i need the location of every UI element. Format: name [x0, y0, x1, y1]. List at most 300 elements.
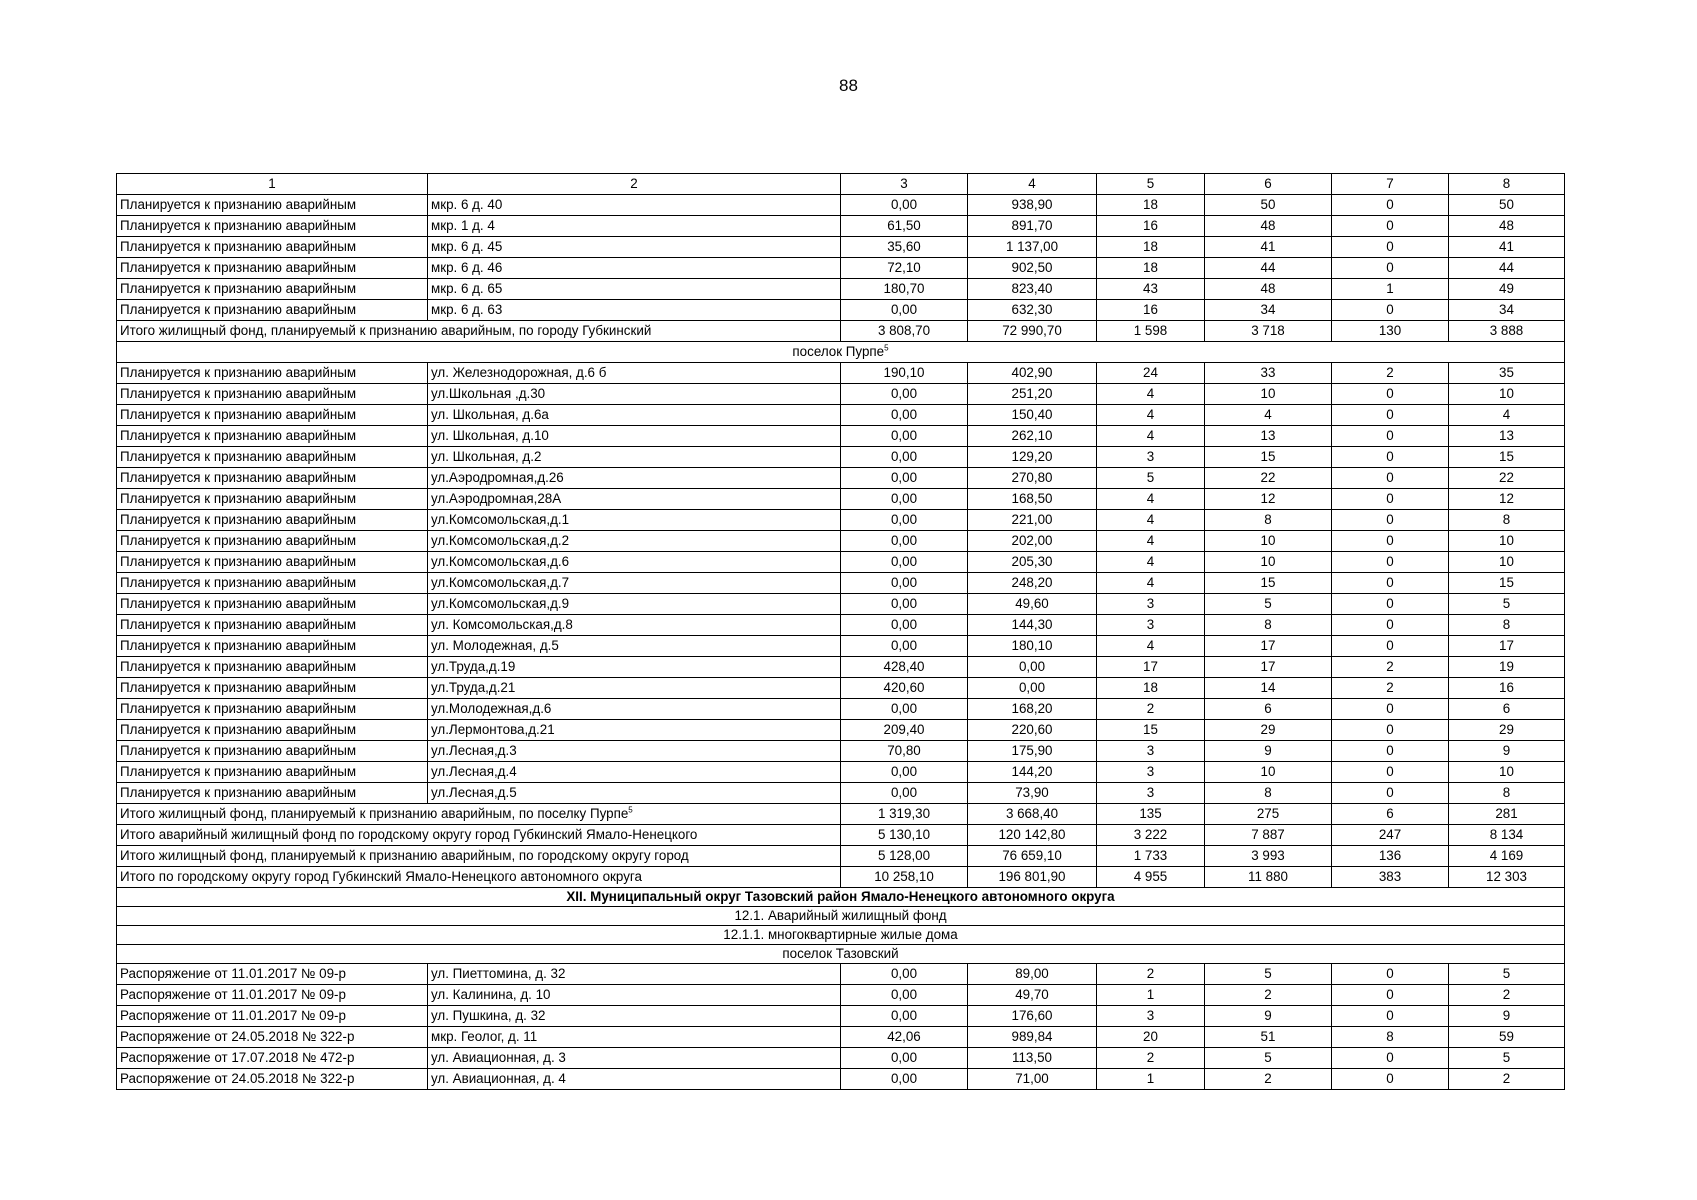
value-cell: 12: [1449, 489, 1565, 510]
value-cell: 0,00: [841, 447, 968, 468]
value-cell: 144,20: [968, 762, 1097, 783]
total-value: 8 134: [1449, 825, 1565, 846]
value-cell: 0,00: [841, 384, 968, 405]
basis-cell: Планируется к признанию аварийным: [117, 594, 428, 615]
value-cell: 8: [1205, 783, 1332, 804]
table-row: [117, 363, 1565, 384]
value-cell: 15: [1205, 573, 1332, 594]
section-title: [117, 907, 1565, 926]
total-value: 76 659,10: [968, 846, 1097, 867]
address-cell: ул. Комсомольская,д.8: [428, 615, 841, 636]
value-cell: 2: [1449, 1069, 1565, 1090]
value-cell: 10: [1205, 552, 1332, 573]
table-row: [117, 985, 1565, 1006]
value-cell: 35: [1449, 363, 1565, 384]
table-row: [117, 699, 1565, 720]
table-row: [117, 615, 1565, 636]
total-row: [117, 804, 1565, 825]
table-row: [117, 258, 1565, 279]
section-title: [117, 945, 1565, 964]
value-cell: 70,80: [841, 741, 968, 762]
section-title: [117, 888, 1565, 907]
footnote-mark: 5: [884, 343, 889, 353]
address-cell: ул.Комсомольская,д.7: [428, 573, 841, 594]
value-cell: 0: [1332, 594, 1449, 615]
section-title-text: XII. Муниципальный округ Тазовский район Ямало-Ненецкого автономного округа: [566, 889, 1115, 904]
table-row: [117, 447, 1565, 468]
value-cell: 4: [1097, 636, 1205, 657]
value-cell: 29: [1205, 720, 1332, 741]
value-cell: 4: [1097, 426, 1205, 447]
value-cell: 0,00: [841, 594, 968, 615]
value-cell: 0: [1332, 552, 1449, 573]
value-cell: 43: [1097, 279, 1205, 300]
value-cell: 0,00: [841, 783, 968, 804]
value-cell: 8: [1332, 1027, 1449, 1048]
value-cell: 0: [1332, 531, 1449, 552]
total-value: 3 718: [1205, 321, 1332, 342]
section-row: [117, 945, 1565, 964]
value-cell: 10: [1205, 384, 1332, 405]
value-cell: 0: [1332, 985, 1449, 1006]
section-row: [117, 926, 1565, 945]
value-cell: 0,00: [841, 405, 968, 426]
value-cell: 18: [1097, 258, 1205, 279]
value-cell: 0,00: [841, 426, 968, 447]
basis-cell: Планируется к признанию аварийным: [117, 489, 428, 510]
value-cell: 8: [1205, 510, 1332, 531]
table-row: [117, 1006, 1565, 1027]
value-cell: 12: [1205, 489, 1332, 510]
total-value: 3 888: [1449, 321, 1565, 342]
value-cell: 632,30: [968, 300, 1097, 321]
value-cell: 251,20: [968, 384, 1097, 405]
value-cell: 5: [1205, 594, 1332, 615]
address-cell: мкр. 6 д. 46: [428, 258, 841, 279]
table-row: [117, 594, 1565, 615]
value-cell: 0: [1332, 720, 1449, 741]
page-number: 88: [839, 76, 858, 95]
value-cell: 168,20: [968, 699, 1097, 720]
value-cell: 0,00: [841, 636, 968, 657]
table-row: [117, 720, 1565, 741]
value-cell: 16: [1097, 216, 1205, 237]
value-cell: 48: [1205, 279, 1332, 300]
basis-cell: Планируется к признанию аварийным: [117, 300, 428, 321]
value-cell: 10: [1205, 531, 1332, 552]
value-cell: 0: [1332, 1048, 1449, 1069]
value-cell: 48: [1205, 216, 1332, 237]
value-cell: 180,70: [841, 279, 968, 300]
value-cell: 5: [1205, 964, 1332, 985]
value-cell: 34: [1205, 300, 1332, 321]
total-value: 4 169: [1449, 846, 1565, 867]
value-cell: 49,60: [968, 594, 1097, 615]
value-cell: 2: [1449, 985, 1565, 1006]
value-cell: 8: [1449, 615, 1565, 636]
value-cell: 180,10: [968, 636, 1097, 657]
total-row: [117, 825, 1565, 846]
table-row: [117, 237, 1565, 258]
basis-cell: Планируется к признанию аварийным: [117, 258, 428, 279]
value-cell: 24: [1097, 363, 1205, 384]
value-cell: 0: [1332, 615, 1449, 636]
value-cell: 10: [1449, 531, 1565, 552]
address-cell: ул.Комсомольская,д.1: [428, 510, 841, 531]
value-cell: 221,00: [968, 510, 1097, 531]
value-cell: 48: [1449, 216, 1565, 237]
total-row: [117, 846, 1565, 867]
value-cell: 9: [1449, 741, 1565, 762]
value-cell: 989,84: [968, 1027, 1097, 1048]
value-cell: 18: [1097, 237, 1205, 258]
table-row: [117, 783, 1565, 804]
value-cell: 3: [1097, 615, 1205, 636]
total-value: 3 222: [1097, 825, 1205, 846]
table-row: [117, 300, 1565, 321]
total-value: 3 668,40: [968, 804, 1097, 825]
table-row: [117, 552, 1565, 573]
value-cell: 13: [1205, 426, 1332, 447]
table-row: [117, 964, 1565, 985]
value-cell: 202,00: [968, 531, 1097, 552]
value-cell: 5: [1205, 1048, 1332, 1069]
value-cell: 0,00: [841, 489, 968, 510]
value-cell: 205,30: [968, 552, 1097, 573]
address-cell: мкр. Геолог, д. 11: [428, 1027, 841, 1048]
value-cell: 144,30: [968, 615, 1097, 636]
value-cell: 13: [1449, 426, 1565, 447]
value-cell: 8: [1205, 615, 1332, 636]
basis-cell: Планируется к признанию аварийным: [117, 762, 428, 783]
basis-cell: Распоряжение от 24.05.2018 № 322-р: [117, 1027, 428, 1048]
address-cell: ул. Школьная, д.10: [428, 426, 841, 447]
value-cell: 0,00: [968, 657, 1097, 678]
value-cell: 15: [1449, 447, 1565, 468]
address-cell: ул. Школьная, д.2: [428, 447, 841, 468]
section-row: [117, 888, 1565, 907]
basis-cell: Распоряжение от 11.01.2017 № 09-р: [117, 985, 428, 1006]
value-cell: 4: [1205, 405, 1332, 426]
value-cell: 49: [1449, 279, 1565, 300]
value-cell: 17: [1205, 657, 1332, 678]
table-row: [117, 489, 1565, 510]
value-cell: 190,10: [841, 363, 968, 384]
value-cell: 129,20: [968, 447, 1097, 468]
value-cell: 3: [1097, 447, 1205, 468]
basis-cell: Планируется к признанию аварийным: [117, 699, 428, 720]
basis-cell: Планируется к признанию аварийным: [117, 279, 428, 300]
value-cell: 4: [1097, 531, 1205, 552]
basis-cell: Планируется к признанию аварийным: [117, 783, 428, 804]
value-cell: 0,00: [841, 699, 968, 720]
total-value: 383: [1332, 867, 1449, 888]
value-cell: 4: [1097, 384, 1205, 405]
value-cell: 4: [1097, 489, 1205, 510]
column-header: 7: [1332, 174, 1449, 195]
value-cell: 0: [1332, 1006, 1449, 1027]
value-cell: 14: [1205, 678, 1332, 699]
value-cell: 0,00: [841, 300, 968, 321]
column-header: 8: [1449, 174, 1565, 195]
address-cell: мкр. 6 д. 63: [428, 300, 841, 321]
value-cell: 50: [1205, 195, 1332, 216]
value-cell: 0: [1332, 195, 1449, 216]
table-row: [117, 384, 1565, 405]
basis-cell: Планируется к признанию аварийным: [117, 384, 428, 405]
value-cell: 4: [1097, 573, 1205, 594]
basis-cell: Планируется к признанию аварийным: [117, 531, 428, 552]
value-cell: 51: [1205, 1027, 1332, 1048]
value-cell: 59: [1449, 1027, 1565, 1048]
table-row: [117, 195, 1565, 216]
basis-cell: Планируется к признанию аварийным: [117, 426, 428, 447]
address-cell: ул.Молодежная,д.6: [428, 699, 841, 720]
total-value: 196 801,90: [968, 867, 1097, 888]
value-cell: 5: [1449, 594, 1565, 615]
value-cell: 3: [1097, 594, 1205, 615]
value-cell: 5: [1097, 468, 1205, 489]
table-row: [117, 573, 1565, 594]
total-label-text: Итого по городскому округу город Губкинский Ямало-Ненецкого автономного округа: [120, 869, 642, 884]
basis-cell: Планируется к признанию аварийным: [117, 636, 428, 657]
basis-cell: Планируется к признанию аварийным: [117, 573, 428, 594]
value-cell: 428,40: [841, 657, 968, 678]
column-header: 3: [841, 174, 968, 195]
column-header: 4: [968, 174, 1097, 195]
total-label-text: Итого жилищный фонд, планируемый к признанию аварийным, по поселку Пурпе: [120, 806, 629, 821]
value-cell: 168,50: [968, 489, 1097, 510]
total-value: 7 887: [1205, 825, 1332, 846]
value-cell: 0,00: [841, 468, 968, 489]
basis-cell: Планируется к признанию аварийным: [117, 678, 428, 699]
value-cell: 2: [1097, 1048, 1205, 1069]
total-value: 1 319,30: [841, 804, 968, 825]
total-value: 1 733: [1097, 846, 1205, 867]
table-row: [117, 510, 1565, 531]
value-cell: 4: [1097, 405, 1205, 426]
value-cell: 0,00: [841, 1006, 968, 1027]
value-cell: 20: [1097, 1027, 1205, 1048]
address-cell: мкр. 6 д. 65: [428, 279, 841, 300]
value-cell: 0: [1332, 300, 1449, 321]
table-row: [117, 1048, 1565, 1069]
table-row: [117, 426, 1565, 447]
total-value: 130: [1332, 321, 1449, 342]
basis-cell: Планируется к признанию аварийным: [117, 405, 428, 426]
value-cell: 15: [1449, 573, 1565, 594]
value-cell: 0,00: [841, 195, 968, 216]
address-cell: ул. Школьная, д.6а: [428, 405, 841, 426]
value-cell: 19: [1449, 657, 1565, 678]
value-cell: 0: [1332, 426, 1449, 447]
basis-cell: Планируется к признанию аварийным: [117, 195, 428, 216]
basis-cell: Планируется к признанию аварийным: [117, 216, 428, 237]
value-cell: 6: [1449, 699, 1565, 720]
value-cell: 22: [1449, 468, 1565, 489]
total-value: 11 880: [1205, 867, 1332, 888]
value-cell: 1: [1332, 279, 1449, 300]
address-cell: ул.Комсомольская,д.9: [428, 594, 841, 615]
value-cell: 2: [1097, 964, 1205, 985]
address-cell: ул.Лесная,д.4: [428, 762, 841, 783]
value-cell: 2: [1205, 1069, 1332, 1090]
value-cell: 0,00: [841, 762, 968, 783]
value-cell: 0: [1332, 636, 1449, 657]
address-cell: ул.Школьная ,д.30: [428, 384, 841, 405]
value-cell: 4: [1097, 510, 1205, 531]
table-row: [117, 216, 1565, 237]
value-cell: 9: [1205, 741, 1332, 762]
housing-table: [116, 173, 1565, 1090]
value-cell: 220,60: [968, 720, 1097, 741]
value-cell: 2: [1332, 363, 1449, 384]
value-cell: 15: [1205, 447, 1332, 468]
total-label-text: Итого аварийный жилищный фонд по городскому округу город Губкинский Ямало-Ненецкого: [120, 827, 698, 842]
value-cell: 1 137,00: [968, 237, 1097, 258]
total-label: [117, 846, 841, 867]
total-value: 3 808,70: [841, 321, 968, 342]
total-label-text: Итого жилищный фонд, планируемый к признанию аварийным, по городскому округу город: [120, 848, 689, 863]
value-cell: 17: [1449, 636, 1565, 657]
value-cell: 0: [1332, 573, 1449, 594]
value-cell: 50: [1449, 195, 1565, 216]
table-row: [117, 657, 1565, 678]
value-cell: 34: [1449, 300, 1565, 321]
total-row: [117, 321, 1565, 342]
footnote-mark: 5: [628, 805, 633, 815]
value-cell: 0: [1332, 447, 1449, 468]
value-cell: 49,70: [968, 985, 1097, 1006]
table-row: [117, 741, 1565, 762]
value-cell: 2: [1205, 985, 1332, 1006]
value-cell: 0,00: [841, 615, 968, 636]
total-value: 12 303: [1449, 867, 1565, 888]
value-cell: 10: [1449, 384, 1565, 405]
value-cell: 8: [1449, 510, 1565, 531]
table-row: [117, 1027, 1565, 1048]
value-cell: 15: [1097, 720, 1205, 741]
value-cell: 71,00: [968, 1069, 1097, 1090]
value-cell: 16: [1097, 300, 1205, 321]
value-cell: 16: [1449, 678, 1565, 699]
table-row: [117, 531, 1565, 552]
value-cell: 0,00: [841, 531, 968, 552]
value-cell: 891,70: [968, 216, 1097, 237]
basis-cell: Планируется к признанию аварийным: [117, 741, 428, 762]
total-value: 5 130,10: [841, 825, 968, 846]
basis-cell: Распоряжение от 17.07.2018 № 472-р: [117, 1048, 428, 1069]
total-value: 3 993: [1205, 846, 1332, 867]
total-value: 120 142,80: [968, 825, 1097, 846]
value-cell: 902,50: [968, 258, 1097, 279]
value-cell: 41: [1449, 237, 1565, 258]
value-cell: 10: [1205, 762, 1332, 783]
address-cell: ул.Лермонтова,д.21: [428, 720, 841, 741]
value-cell: 0: [1332, 258, 1449, 279]
value-cell: 22: [1205, 468, 1332, 489]
basis-cell: Распоряжение от 24.05.2018 № 322-р: [117, 1069, 428, 1090]
total-value: 6: [1332, 804, 1449, 825]
address-cell: ул.Труда,д.21: [428, 678, 841, 699]
address-cell: ул. Авиационная, д. 3: [428, 1048, 841, 1069]
value-cell: 0: [1332, 762, 1449, 783]
table-row: [117, 468, 1565, 489]
value-cell: 420,60: [841, 678, 968, 699]
column-header: 6: [1205, 174, 1332, 195]
value-cell: 2: [1097, 699, 1205, 720]
total-value: 247: [1332, 825, 1449, 846]
value-cell: 0: [1332, 699, 1449, 720]
address-cell: ул.Комсомольская,д.6: [428, 552, 841, 573]
value-cell: 8: [1449, 783, 1565, 804]
address-cell: ул. Пушкина, д. 32: [428, 1006, 841, 1027]
section-title: [117, 342, 1565, 363]
section-title-text: 12.1. Аварийный жилищный фонд: [734, 908, 947, 923]
total-label-text: Итого жилищный фонд, планируемый к признанию аварийным, по городу Губкинский: [120, 323, 652, 338]
section-title-text: поселок Пурпе: [792, 344, 885, 359]
basis-cell: Планируется к признанию аварийным: [117, 510, 428, 531]
total-value: 136: [1332, 846, 1449, 867]
value-cell: 42,06: [841, 1027, 968, 1048]
value-cell: 0,00: [841, 985, 968, 1006]
value-cell: 0: [1332, 783, 1449, 804]
total-value: 4 955: [1097, 867, 1205, 888]
address-cell: ул. Пиеттомина, д. 32: [428, 964, 841, 985]
value-cell: 0: [1332, 510, 1449, 531]
value-cell: 248,20: [968, 573, 1097, 594]
value-cell: 44: [1205, 258, 1332, 279]
value-cell: 5: [1449, 1048, 1565, 1069]
value-cell: 0: [1332, 741, 1449, 762]
value-cell: 0: [1332, 964, 1449, 985]
value-cell: 0,00: [968, 678, 1097, 699]
total-label: [117, 804, 841, 825]
value-cell: 3: [1097, 1006, 1205, 1027]
address-cell: ул.Аэродромная,д.26: [428, 468, 841, 489]
value-cell: 0: [1332, 405, 1449, 426]
basis-cell: Распоряжение от 11.01.2017 № 09-р: [117, 964, 428, 985]
value-cell: 6: [1205, 699, 1332, 720]
value-cell: 29: [1449, 720, 1565, 741]
section-row: [117, 907, 1565, 926]
value-cell: 0: [1332, 384, 1449, 405]
value-cell: 44: [1449, 258, 1565, 279]
value-cell: 0,00: [841, 1048, 968, 1069]
column-header: 5: [1097, 174, 1205, 195]
total-value: 281: [1449, 804, 1565, 825]
value-cell: 2: [1332, 657, 1449, 678]
value-cell: 5: [1449, 964, 1565, 985]
value-cell: 0,00: [841, 552, 968, 573]
total-value: 1 598: [1097, 321, 1205, 342]
basis-cell: Планируется к признанию аварийным: [117, 657, 428, 678]
column-header: 1: [117, 174, 428, 195]
column-header: 2: [428, 174, 841, 195]
value-cell: 72,10: [841, 258, 968, 279]
value-cell: 2: [1332, 678, 1449, 699]
value-cell: 33: [1205, 363, 1332, 384]
table-row: [117, 279, 1565, 300]
value-cell: 3: [1097, 741, 1205, 762]
value-cell: 1: [1097, 1069, 1205, 1090]
value-cell: 0: [1332, 1069, 1449, 1090]
table-row: [117, 405, 1565, 426]
value-cell: 1: [1097, 985, 1205, 1006]
basis-cell: Планируется к признанию аварийным: [117, 363, 428, 384]
value-cell: 0: [1332, 489, 1449, 510]
table-row: [117, 678, 1565, 699]
